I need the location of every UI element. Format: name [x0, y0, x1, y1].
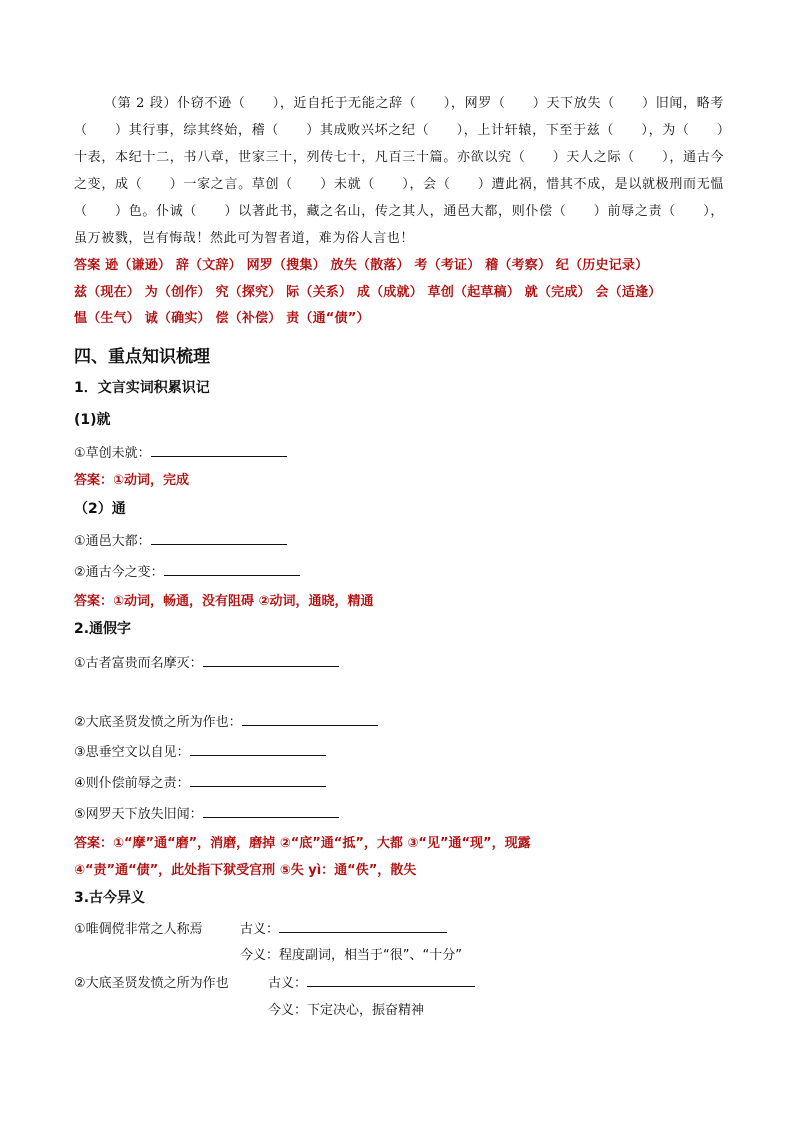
answer-blank[interactable]	[151, 530, 287, 545]
answer-jiu: 答案：①动词，完成	[74, 473, 190, 488]
passage-answer	[74, 253, 734, 333]
answer-blank[interactable]	[203, 652, 339, 667]
answer-blank[interactable]	[151, 442, 287, 457]
subsection-heading-3: 3.古今异义	[74, 890, 146, 906]
gu-label: 古义：	[268, 976, 308, 991]
question-label: ②大底圣贤发愤之所为作也：	[74, 715, 242, 730]
question-label: ⑤网罗天下放失旧闻：	[74, 807, 203, 822]
answer-blank[interactable]	[242, 711, 378, 726]
question-label: ①古者富贵而名摩灭：	[74, 656, 203, 671]
question-label: ①通邑大都：	[74, 534, 151, 549]
passage-paragraph	[74, 90, 724, 252]
answer-blank[interactable]	[203, 803, 339, 818]
question-tongjia-4	[74, 772, 326, 791]
question-jiu-1	[74, 442, 287, 461]
section-heading: 四、重点知识梳理	[74, 347, 210, 367]
question-tongjia-2	[74, 711, 378, 730]
question-label: ①草创未就：	[74, 446, 151, 461]
answer-tong: 答案：①动词，畅通，没有阻碍 ②动词，通晓，精通	[74, 594, 374, 609]
answer-blank[interactable]	[190, 772, 326, 787]
question-tong-2	[74, 561, 300, 580]
gujin-1-gu	[240, 918, 447, 937]
answer-blank[interactable]	[279, 918, 447, 933]
passage-answer-line-2: 兹（现在） 为（创作） 究（探究） 际（关系） 成（成就） 草创（起草稿） 就（完成） 会（适逢）	[74, 284, 662, 300]
answer-tongjia-1: 答案：①“摩”通“磨”，消磨，磨掉 ②“底”通“抵”，大都 ③“见”通“现”，现露	[74, 836, 531, 851]
question-tongjia-3	[74, 741, 326, 760]
question-gujin-2: ②大底圣贤发愤之所为作也	[74, 976, 229, 991]
item-heading-tong: （2）通	[74, 501, 126, 517]
item-heading-jiu: (1)就	[74, 412, 111, 428]
answer-blank[interactable]	[164, 561, 300, 576]
answer-blank[interactable]	[190, 741, 326, 756]
question-gujin-1: ①唯倜傥非常之人称焉	[74, 922, 203, 937]
subsection-heading-2: 2.通假字	[74, 621, 132, 637]
passage-answer-line-3: 愠（生气） 诚（确实） 偿（补偿） 责（通“债”）	[74, 311, 370, 326]
gu-label: 古义：	[240, 922, 280, 937]
passage-answer-line-1: 答案 逊（谦逊） 辞（文辞） 网罗（搜集） 放失（散落） 考（考证） 稽（考察） 纪（历史记录）	[74, 258, 649, 273]
question-label: ②通古今之变：	[74, 565, 164, 580]
gujin-1-jin: 今义：程度副词，相当于“很”、“十分”	[240, 948, 462, 963]
question-tong-1	[74, 530, 287, 549]
question-tongjia-5	[74, 803, 339, 822]
passage-text: （第 2 段）仆窃不逊（ ），近自托于无能之辞（ ），网罗（ ）天下放失（ ）旧闻，略考（ ）其行事，综其终始，稽（ ）其成败兴坏之纪（ ），上计轩辕，下至于兹（ ），为（ ）十表，本纪十二，书八章，世家三十，列传七十，凡百三十篇。亦欲以究（ ）天人之际（ ），通古今之变，成（ ）一家之言。草创（ ）未就（ ），会（ ）遭此祸，惜其不成，是以就极刑而无愠（ ）色。仆诚（ ）以著此书，藏之名山，传之其人，通邑大都，则仆偿（ ）前辱之责（ ），虽万被戮，岂有悔哉！然此可为智者道，难为俗人言也！	[74, 96, 724, 246]
subsection-heading-1: 1．文言实词积累识记	[74, 380, 210, 396]
gujin-2-jin: 今义：下定决心，振奋精神	[268, 1003, 425, 1018]
answer-blank[interactable]	[307, 972, 475, 987]
question-label: ④则仆偿前辱之责：	[74, 776, 190, 791]
answer-tongjia-2: ④“责”通“债”，此处指下狱受宫刑 ⑤失 yì：通“佚”，散失	[74, 863, 417, 878]
question-label: ③思垂空文以自见：	[74, 745, 190, 760]
gujin-2-gu	[268, 972, 475, 991]
question-tongjia-1	[74, 652, 339, 671]
